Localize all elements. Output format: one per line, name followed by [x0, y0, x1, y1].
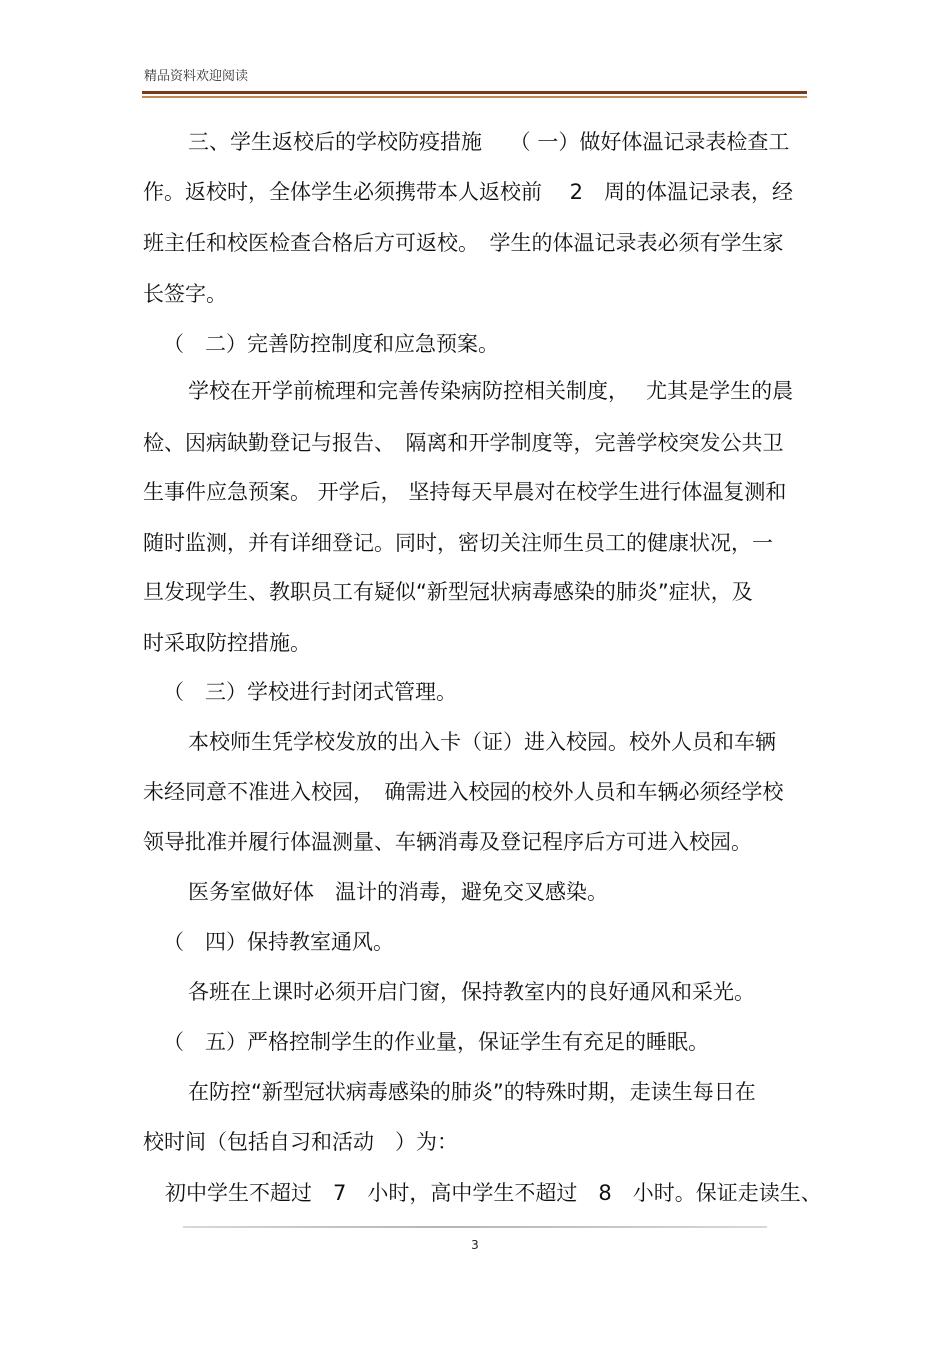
body-line: 检、因病缺勤登记与报告、 隔离和开学制度等，完善学校突发公共卫: [143, 431, 784, 455]
body-line: 初中学生不超过 7 小时，高中学生不超过 8 小时。保证走读生、: [165, 1181, 822, 1205]
footer-rule: [183, 1226, 767, 1228]
section-heading: （ 五）严格控制学生的作业量，保证学生有充足的睡眠。: [163, 1030, 709, 1054]
header-rule-thin: [142, 96, 807, 98]
header-rule-thick: [142, 91, 807, 94]
body-line: 旦发现学生、教职员工有疑似“新型冠状病毒感染的肺炎”症状，及: [143, 580, 753, 604]
section-heading: （ 四）保持教室通风。: [163, 930, 394, 954]
body-line: 作。返校时，全体学生必须携带本人返校前 2 周的体温记录表，经: [143, 180, 794, 204]
section-heading: （ 三）学校进行封闭式管理。: [163, 680, 457, 704]
body-line: 随时监测，并有详细登记。同时，密切关注师生员工的健康状况，一: [143, 531, 773, 555]
body-line: 长签字。: [143, 282, 227, 306]
body-line: 领导批准并履行体温测量、车辆消毒及登记程序后方可进入校园。: [143, 830, 752, 854]
body-line: 本校师生凭学校发放的出入卡（证）进入校园。校外人员和车辆: [188, 730, 776, 754]
body-line: 医务室做好体 温计的消毒，避免交叉感染。: [188, 880, 608, 904]
body-line: 各班在上课时必须开启门窗，保持教室内的良好通风和采光。: [188, 980, 755, 1004]
body-line: 未经同意不准进入校园， 确需进入校园的校外人员和车辆必须经学校: [143, 780, 784, 804]
body-line: 时采取防控措施。: [143, 631, 311, 655]
body-line: 生事件应急预案。 开学后， 坚持每天早晨对在校学生进行体温复测和: [143, 480, 787, 504]
page-number: 3: [471, 1238, 479, 1252]
body-line: 三、学生返校后的学校防疫措施 （ 一）做好体温记录表检查工: [188, 130, 790, 154]
header-title: 精品资料欢迎阅读: [144, 69, 249, 84]
section-heading: （ 二）完善防控制度和应急预案。: [163, 332, 499, 356]
body-line: 班主任和校医检查合格后方可返校。 学生的体温记录表必须有学生家: [143, 231, 784, 255]
body-line: 在防控“新型冠状病毒感染的肺炎”的特殊时期，走读生每日在: [188, 1080, 756, 1104]
body-line: 学校在开学前梳理和完善传染病防控相关制度， 尤其是学生的晨: [188, 379, 794, 403]
body-line: 校时间（包括自习和活动 ）为：: [143, 1130, 458, 1154]
